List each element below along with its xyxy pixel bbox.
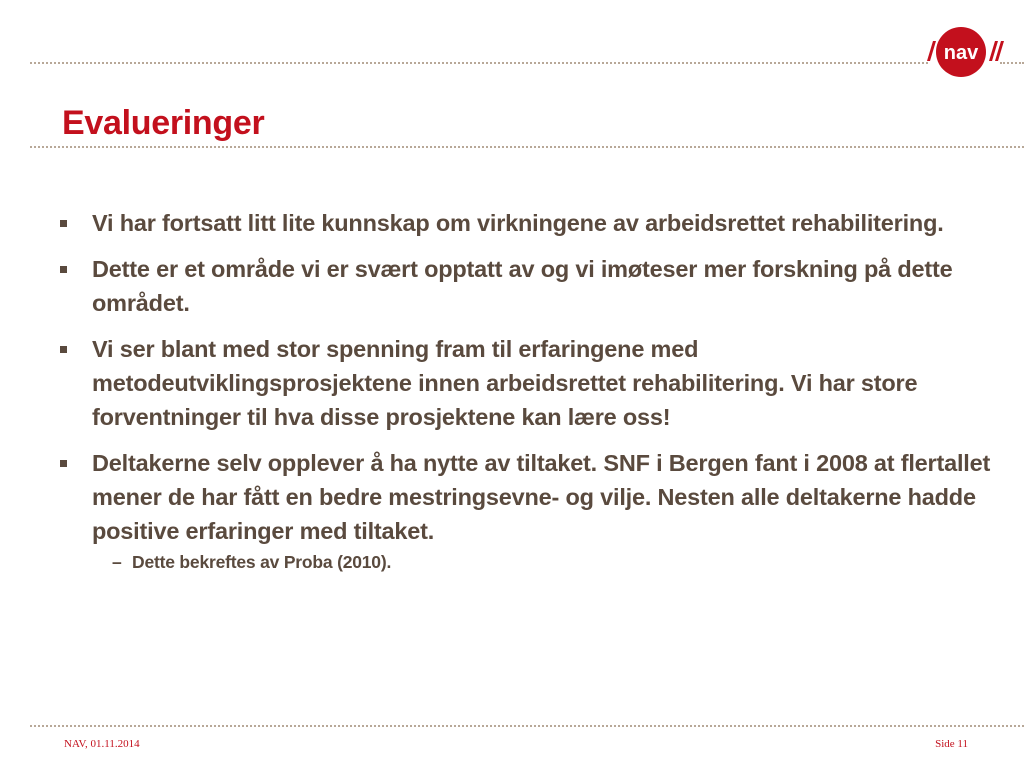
top-dotted-rule — [30, 62, 928, 64]
footer-dotted-rule — [30, 725, 1024, 727]
bullet-text: Dette er et område vi er svært opptatt av og vi imøteser mer forskning på dette området. — [92, 256, 953, 316]
nav-logo-icon — [925, 24, 1005, 80]
logo-wordmark: nav — [943, 42, 979, 64]
sub-bullet-item — [92, 550, 998, 574]
bullet-item — [58, 332, 998, 434]
slide-title: Evalueringer — [62, 104, 265, 142]
bullet-text: Vi har fortsatt litt lite kunnskap om virkningene av arbeidsrettet rehabilitering. — [92, 210, 944, 236]
bullet-item — [58, 252, 998, 320]
title-dotted-rule — [30, 146, 1024, 148]
sub-bullet-text: Dette bekreftes av Proba (2010). — [132, 552, 392, 572]
bullet-list — [58, 206, 998, 574]
slide-body — [58, 206, 998, 586]
bullet-item — [58, 446, 998, 574]
bullet-text: Deltakerne selv opplever å ha nytte av tiltaket. SNF i Bergen fant i 2008 at flertallet mener de har fått en bedre mestringsevne- og vilje. Nesten alle deltakerne hadde positive erfaringer med tiltaket. — [92, 450, 991, 544]
square-bullet-icon — [60, 346, 67, 353]
footer-date: NAV, 01.11.2014 — [64, 738, 140, 750]
square-bullet-icon — [60, 460, 67, 467]
square-bullet-icon — [60, 266, 67, 273]
bullet-text: Vi ser blant med stor spenning fram til erfaringene med metodeutviklingsprosjektene innen arbeidsrettet rehabilitering. Vi har store forventninger til hva disse prosjektene kan lære oss! — [92, 336, 918, 430]
square-bullet-icon — [60, 220, 67, 227]
bullet-item — [58, 206, 998, 240]
dash-icon: – — [112, 552, 122, 572]
page-number: Side 11 — [935, 738, 968, 750]
